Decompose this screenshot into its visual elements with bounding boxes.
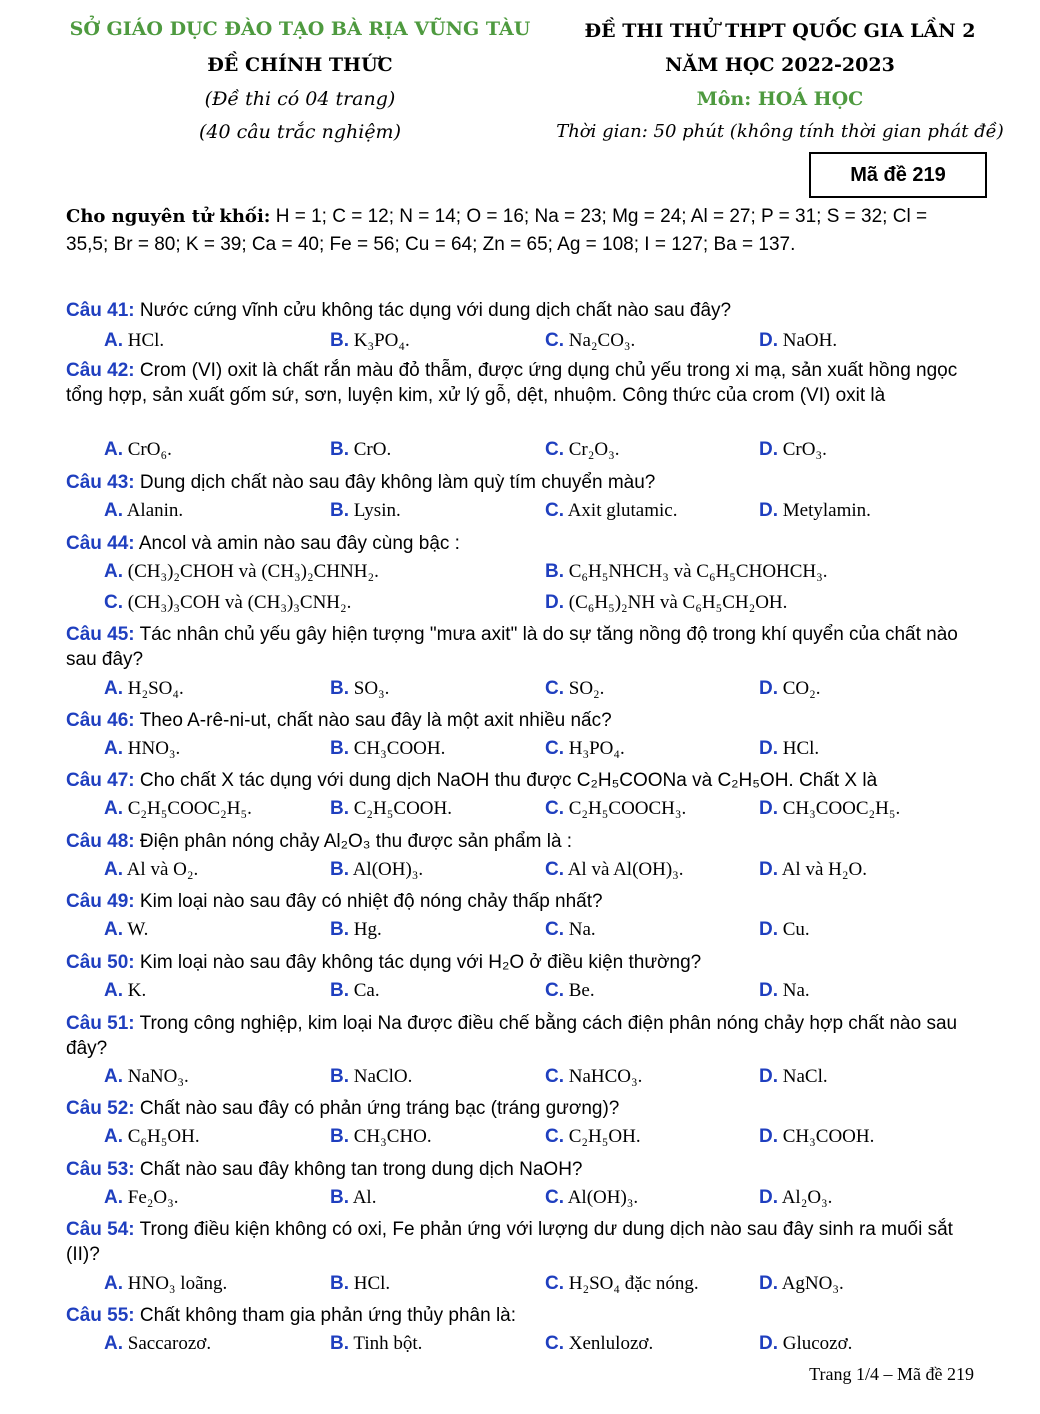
option-a (104, 1273, 227, 1295)
option-text: CH₃COOH. (782, 1126, 875, 1147)
option-b (330, 980, 380, 1002)
question-45 (66, 622, 976, 672)
option-c (545, 1187, 638, 1209)
option-a (104, 919, 148, 941)
option-text: NaCl. (782, 1066, 828, 1087)
option-text: Al và Al(OH)₃. (567, 859, 684, 880)
option-b (330, 738, 445, 760)
option-letter: C. (545, 919, 564, 940)
option-a (104, 1333, 211, 1355)
question-47 (66, 768, 976, 793)
option-letter: D. (545, 592, 564, 613)
option-letter: D. (759, 1273, 778, 1294)
option-b (330, 1273, 390, 1295)
option-c (545, 919, 596, 941)
question-number: Câu 55: (66, 1305, 135, 1326)
option-text: W. (127, 919, 149, 940)
option-text: CH₃COOC₂H₅. (782, 798, 901, 819)
option-c (545, 798, 686, 820)
option-d (759, 798, 900, 820)
question-text: Crom (VI) oxit là chất rắn màu đỏ thẫm, được ứng dụng chủ yếu trong xi mạ, sản xuất hồng ngọc tổng hợp, sản xuất gốm sứ, sơn, luyện kim, xử lý gỗ, dệt, nhuộm. Công thức của crom (VI) oxit là (66, 360, 958, 406)
answer-options (104, 678, 984, 704)
option-c (545, 980, 595, 1002)
option-text: NaHCO₃. (568, 1066, 643, 1087)
exam-code: Mã đề 219 (850, 163, 946, 186)
option-text: Glucozơ. (782, 1333, 853, 1354)
question-number: Câu 52: (66, 1098, 135, 1119)
option-letter: B. (330, 1273, 349, 1294)
question-51 (66, 1011, 976, 1061)
option-letter: B. (545, 561, 564, 582)
option-c (545, 1273, 699, 1295)
question-text: Kim loại nào sau đây không tác dụng với H₂O ở điều kiện thường? (134, 952, 702, 973)
option-text: C₂H₅OH. (568, 1126, 641, 1147)
option-a (104, 1066, 189, 1088)
option-letter: A. (104, 1066, 123, 1087)
option-letter: C. (545, 859, 564, 880)
atomic-masses-line1: H = 1; C = 12; N = 14; O = 16; Na = 23; Mg = 24; Al = 27; P = 31; S = 32; Cl = (270, 206, 928, 227)
option-text: Xenlulozơ. (568, 1333, 654, 1354)
option-text: Cr₂O₃. (568, 439, 620, 460)
option-letter: D. (759, 500, 778, 521)
option-text: HCl. (353, 1273, 391, 1294)
question-text: Theo A-rê-ni-ut, chất nào sau đây là một axit nhiều nấc? (134, 710, 612, 731)
atomic-masses-label: Cho nguyên tử khối: (66, 206, 271, 227)
answer-options (104, 439, 984, 465)
option-letter: B. (330, 1066, 349, 1087)
option-text: HNO₃ loãng. (127, 1273, 228, 1294)
question-number: Câu 48: (66, 831, 135, 852)
option-text: NaNO₃. (127, 1066, 189, 1087)
option-d (759, 980, 810, 1002)
question-number: Câu 44: (66, 533, 135, 554)
option-text: CO₂. (782, 678, 821, 699)
option-letter: C. (545, 500, 564, 521)
answer-options (104, 798, 984, 824)
option-d (759, 859, 867, 881)
option-text: H₂SO₄ đặc nóng. (568, 1273, 699, 1294)
atomic-masses (66, 203, 976, 259)
question-50 (66, 950, 976, 975)
question-46 (66, 708, 976, 733)
option-letter: A. (104, 919, 123, 940)
option-c (545, 678, 604, 700)
option-b (330, 678, 389, 700)
option-letter: A. (104, 678, 123, 699)
answer-options (104, 1187, 984, 1213)
option-text: H₃PO₄. (568, 738, 625, 759)
option-a (104, 500, 183, 522)
question-text: Tác nhân chủ yếu gây hiện tượng "mưa axit" là do sự tăng nồng độ trong khí quyển của chất nào sau đây? (66, 624, 958, 670)
option-text: Metylamin. (782, 500, 871, 521)
option-b (330, 919, 382, 941)
option-text: Fe₂O₃. (127, 1187, 179, 1208)
question-text: Chất nào sau đây không tan trong dung dịch NaOH? (134, 1159, 583, 1180)
option-d (759, 1333, 852, 1355)
question-text: Ancol và amin nào sau đây cùng bậc : (134, 533, 460, 554)
option-letter: A. (104, 1187, 123, 1208)
option-letter: B. (330, 798, 349, 819)
option-letter: D. (759, 798, 778, 819)
option-c (545, 1066, 642, 1088)
option-a (104, 439, 172, 461)
option-letter: C. (545, 798, 564, 819)
answer-options (104, 1333, 984, 1359)
option-d (759, 1187, 832, 1209)
option-c (545, 738, 625, 760)
option-text: Cu. (782, 919, 810, 940)
option-text: (CH₃)₃COH và (CH₃)₃CNH₂. (127, 592, 352, 613)
option-a (104, 1187, 178, 1209)
option-letter: C. (545, 980, 564, 1001)
option-text: Al và H₂O. (781, 859, 867, 880)
option-text: HCl. (127, 330, 165, 351)
answer-options (104, 500, 984, 526)
option-letter: B. (330, 439, 349, 460)
option-b (545, 561, 828, 583)
option-text: Saccarozơ. (127, 1333, 212, 1354)
answer-options (104, 980, 984, 1006)
option-letter: A. (104, 500, 123, 521)
option-letter: C. (545, 678, 564, 699)
option-c (545, 330, 635, 352)
option-text: NaClO. (353, 1066, 413, 1087)
option-text: HNO₃. (127, 738, 181, 759)
question-text: Cho chất X tác dụng với dung dịch NaOH thu được C₂H₅COONa và C₂H₅OH. Chất X là (134, 770, 878, 791)
option-d (545, 592, 787, 614)
option-text: C₂H₅COOC₂H₅. (127, 798, 252, 819)
page-footer: Trang 1/4 – Mã đề 219 (809, 1364, 974, 1384)
question-text: Kim loại nào sau đây có nhiệt độ nóng chảy thấp nhất? (134, 891, 603, 912)
option-a (104, 859, 198, 881)
question-41 (66, 298, 976, 323)
option-text: NaOH. (782, 330, 838, 351)
option-b (330, 1333, 422, 1355)
question-text: Chất nào sau đây có phản ứng tráng bạc (tráng gương)? (134, 1098, 620, 1119)
option-text: Na₂CO₃. (568, 330, 636, 351)
question-48 (66, 829, 976, 854)
option-text: Be. (568, 980, 595, 1001)
option-letter: D. (759, 1126, 778, 1147)
option-text: CrO₆. (127, 439, 172, 460)
option-text: Al. (352, 1187, 377, 1208)
option-b (330, 1126, 432, 1148)
option-text: HCl. (782, 738, 820, 759)
option-text: Hg. (353, 919, 382, 940)
option-a (104, 561, 379, 583)
option-letter: C. (545, 1066, 564, 1087)
answer-options (104, 1066, 984, 1092)
option-text: H₂SO₄. (127, 678, 184, 699)
option-a (104, 798, 252, 820)
question-42 (66, 358, 976, 408)
option-c (104, 592, 351, 614)
option-letter: D. (759, 1187, 778, 1208)
option-b (330, 859, 423, 881)
question-text: Dung dịch chất nào sau đây không làm quỳ tím chuyển màu? (134, 472, 656, 493)
option-b (330, 798, 452, 820)
question-number: Câu 54: (66, 1219, 135, 1240)
option-c (545, 1333, 653, 1355)
option-letter: C. (545, 1333, 564, 1354)
answer-options (104, 859, 984, 885)
question-54 (66, 1217, 976, 1267)
question-number: Câu 51: (66, 1013, 135, 1034)
answer-options (104, 330, 984, 356)
option-letter: C. (545, 1273, 564, 1294)
time-limit: Thời gian: 50 phút (không tính thời gian phát đề) (556, 121, 1004, 142)
option-text: Al và O₂. (126, 859, 199, 880)
option-letter: A. (104, 1273, 123, 1294)
option-letter: A. (104, 330, 123, 351)
option-text: (C₆H₅)₂NH và C₆H₅CH₂OH. (568, 592, 788, 613)
option-c (545, 859, 684, 881)
option-text: SO₃. (353, 678, 390, 699)
option-text: Na. (568, 919, 596, 940)
option-letter: D. (759, 1066, 778, 1087)
option-letter: C. (545, 1187, 564, 1208)
answer-options (104, 592, 984, 618)
option-text: AgNO₃. (781, 1273, 844, 1294)
option-letter: D. (759, 678, 778, 699)
option-a (104, 980, 146, 1002)
question-number: Câu 53: (66, 1159, 135, 1180)
option-b (330, 330, 410, 352)
option-text: K. (127, 980, 147, 1001)
option-a (104, 738, 180, 760)
option-d (759, 738, 819, 760)
option-d (759, 1273, 844, 1295)
option-letter: B. (330, 1126, 349, 1147)
official-label: ĐỀ CHÍNH THỨC (207, 54, 393, 76)
option-letter: D. (759, 330, 778, 351)
option-text: Ca. (353, 980, 380, 1001)
exam-title: ĐỀ THI THỬ THPT QUỐC GIA LẦN 2 (584, 20, 976, 42)
option-letter: C. (545, 330, 564, 351)
option-a (104, 330, 164, 352)
option-b (330, 439, 391, 461)
option-d (759, 919, 810, 941)
question-number: Câu 45: (66, 624, 135, 645)
option-letter: D. (759, 980, 778, 1001)
question-number: Câu 49: (66, 891, 135, 912)
option-letter: D. (759, 738, 778, 759)
option-text: C₆H₅NHCH₃ và C₆H₅CHOHCH₃. (568, 561, 828, 582)
option-c (545, 500, 677, 522)
option-text: C₆H₅OH. (127, 1126, 200, 1147)
answer-options (104, 738, 984, 764)
option-b (330, 500, 401, 522)
option-text: Al(OH)₃. (567, 1187, 639, 1208)
question-count: (40 câu trắc nghiệm) (199, 121, 401, 143)
option-d (759, 1126, 874, 1148)
option-text: Axit glutamic. (567, 500, 678, 521)
question-text: Chất không tham gia phản ứng thủy phân là: (134, 1305, 517, 1326)
option-b (330, 1187, 376, 1209)
department-name: SỞ GIÁO DỤC ĐÀO TẠO BÀ RỊA VŨNG TÀU (69, 18, 531, 40)
question-text: Điện phân nóng chảy Al₂O₃ thu được sản phẩm là : (134, 831, 573, 852)
option-letter: B. (330, 1187, 349, 1208)
question-44 (66, 531, 976, 556)
option-letter: C. (545, 439, 564, 460)
option-text: CH₃CHO. (353, 1126, 432, 1147)
option-c (545, 1126, 641, 1148)
option-letter: A. (104, 798, 123, 819)
option-c (545, 439, 619, 461)
option-text: Lysin. (353, 500, 401, 521)
question-text: Nước cứng vĩnh cửu không tác dụng với dung dịch chất nào sau đây? (134, 300, 732, 321)
option-text: Na. (782, 980, 810, 1001)
question-text: Trong điều kiện không có oxi, Fe phản ứng với lượng dư dung dịch nào sau đây sinh ra muối sắt (II)? (66, 1219, 953, 1265)
option-text: Al₂O₃. (781, 1187, 833, 1208)
option-text: CrO₃. (782, 439, 827, 460)
answer-options (104, 561, 984, 587)
option-letter: B. (330, 738, 349, 759)
option-d (759, 1066, 828, 1088)
question-number: Câu 47: (66, 770, 135, 791)
school-year: NĂM HỌC 2022-2023 (665, 54, 895, 76)
option-d (759, 500, 871, 522)
option-a (104, 678, 184, 700)
question-number: Câu 50: (66, 952, 135, 973)
option-b (330, 1066, 412, 1088)
answer-options (104, 1273, 984, 1299)
option-letter: B. (330, 678, 349, 699)
option-text: Al(OH)₃. (352, 859, 424, 880)
option-letter: A. (104, 1333, 123, 1354)
option-text: CrO. (353, 439, 392, 460)
option-letter: B. (330, 500, 349, 521)
option-letter: B. (330, 1333, 349, 1354)
question-55 (66, 1303, 976, 1328)
option-letter: A. (104, 980, 123, 1001)
exam-code-box (809, 152, 987, 198)
question-52 (66, 1096, 976, 1121)
option-d (759, 439, 827, 461)
option-letter: A. (104, 561, 123, 582)
subject: Môn: HOÁ HỌC (696, 88, 864, 110)
option-letter: B. (330, 980, 349, 1001)
question-53 (66, 1157, 976, 1182)
option-letter: D. (759, 1333, 778, 1354)
option-letter: C. (545, 1126, 564, 1147)
question-number: Câu 42: (66, 360, 135, 381)
option-text: CH₃COOH. (353, 738, 446, 759)
question-number: Câu 43: (66, 472, 135, 493)
option-letter: A. (104, 738, 123, 759)
question-text: Trong công nghiệp, kim loại Na được điều chế bằng cách điện phân nóng chảy hợp chất nào sau đây? (66, 1013, 958, 1059)
question-number: Câu 41: (66, 300, 135, 321)
option-text: Tinh bột. (353, 1333, 423, 1354)
question-43 (66, 470, 976, 495)
option-letter: D. (759, 439, 778, 460)
option-a (104, 1126, 200, 1148)
option-d (759, 678, 821, 700)
option-letter: A. (104, 1126, 123, 1147)
option-letter: C. (545, 738, 564, 759)
option-text: Alanin. (126, 500, 184, 521)
option-letter: A. (104, 859, 123, 880)
page-count: (Đề thi có 04 trang) (204, 88, 396, 110)
option-letter: B. (330, 330, 349, 351)
option-text: C₂H₅COOCH₃. (568, 798, 687, 819)
answer-options (104, 1126, 984, 1152)
option-text: (CH₃)₂CHOH và (CH₃)₂CHNH₂. (127, 561, 379, 582)
question-number: Câu 46: (66, 710, 135, 731)
option-text: K₃PO₄. (353, 330, 410, 351)
option-letter: D. (759, 919, 778, 940)
question-49 (66, 889, 976, 914)
option-letter: D. (759, 859, 778, 880)
answer-options (104, 919, 984, 945)
option-letter: B. (330, 919, 349, 940)
option-letter: B. (330, 859, 349, 880)
option-d (759, 330, 837, 352)
option-letter: C. (104, 592, 123, 613)
option-letter: A. (104, 439, 123, 460)
option-text: SO₂. (568, 678, 605, 699)
option-text: C₂H₅COOH. (353, 798, 452, 819)
atomic-masses-line2: 35,5; Br = 80; K = 39; Ca = 40; Fe = 56; Cu = 64; Zn = 65; Ag = 108; I = 127; Ba = 137. (66, 234, 796, 255)
